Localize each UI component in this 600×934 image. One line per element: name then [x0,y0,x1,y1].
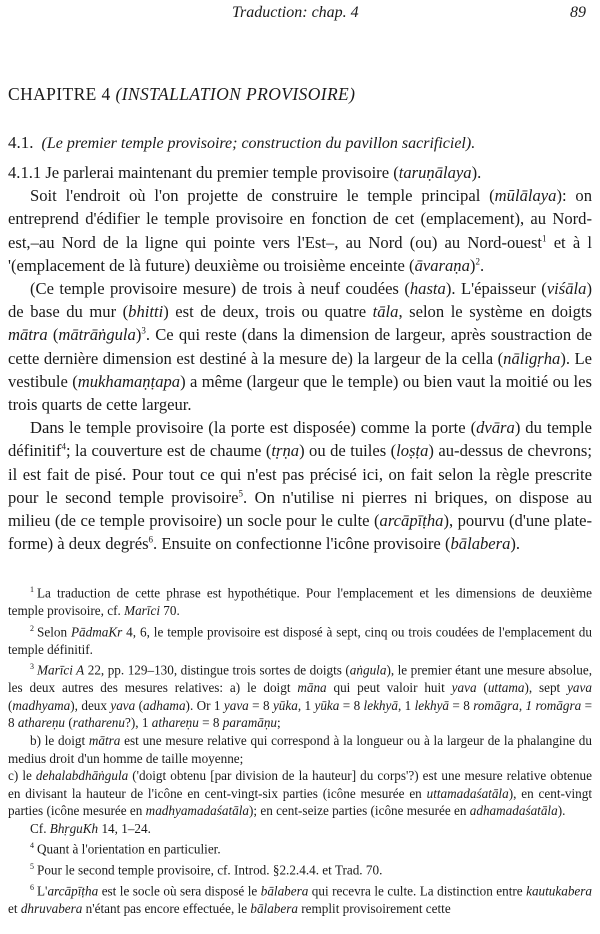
running-title: Traduction: chap. 4 [232,4,359,21]
text-run: Quant à l'orientation en particulier. [37,841,221,857]
text-run: Cf. [30,820,50,836]
text-run: ), en cent-vingt parties (icône mesurée en [8,785,592,819]
footnote-ref: 6 [148,534,154,545]
footnote-1 [8,581,592,620]
text-run: 22, pp. 129–130, distingue trois sortes de doigts ( [84,662,350,678]
footnote-mark: 2 [30,623,34,633]
sanskrit-term: 1 romāgra [525,697,582,713]
sanskrit-term: viśāla [546,279,587,299]
text-run: , selon le système en doigts [398,302,592,322]
sanskrit-term: dvāra [476,418,515,438]
text-run: ) est de deux, trois ou quatre [163,302,373,322]
section-title: (Le premier temple provisoire; construction du pavillon sacrificiel). [41,135,476,152]
text-run: remplit provisoirement cette [297,901,451,917]
text-run: , 1 [297,697,315,713]
running-head [0,4,600,26]
text-run: 14, 1–24. [98,820,151,836]
sanskrit-term: athareṇu [151,715,199,731]
sanskrit-term: mukhamaṇṭapa [77,371,181,391]
text-run: L' [37,883,48,899]
citation: Marīci A [37,662,85,678]
text-run: , 1 [397,697,415,713]
footnote-ref: 5 [238,488,244,499]
text-run: ) du temple définitif [8,418,592,461]
text-run: ). Or 1 [185,697,224,713]
text-run: ). [471,163,482,182]
sanskrit-term: tāla [372,302,399,322]
sanskrit-term: adhamadaśatāla [469,803,558,819]
text-run: n'étant pas encore effectuée, le [82,901,251,917]
paragraph-number: 4.1.1 [8,163,42,182]
footnote-6 [8,879,592,918]
footnote-4 [8,837,592,858]
sanskrit-term: yava [223,697,249,713]
sanskrit-term: arcāpīṭha [47,883,99,899]
sanskrit-term: kautukabera [526,883,593,899]
text-run: ), sept [524,680,568,696]
text-run: ) [135,325,142,345]
sanskrit-term: nāligṛha [503,348,561,368]
sanskrit-term: loṣṭa [396,441,429,461]
sanskrit-term: tṛṇa [271,441,300,461]
sanskrit-term: bālabera [260,883,309,899]
text-run: ( [476,680,488,696]
text-run: ('doigt obtenu [par division de la hauteur] du corps'?) est une mesure relative obtenue en divisant la hauteur de l'icône en cent-vingt-six parties (icône mesurée en [8,768,592,801]
sanskrit-term: bālabera [250,901,298,917]
sanskrit-term: romāgra [473,697,519,713]
sanskrit-term: aṅgula [349,662,387,678]
text-run: ): on entreprend d'édifier le temple provisoire en fonction de cet (emplacement), au Nord-est,–au Nord de la ligne qui pointe vers l'Est–, au Nord (ou) au Nord-ouest [8,186,592,252]
footnote-3c [8,767,592,820]
text-run: ( [47,325,59,345]
text-run: ). [510,534,521,554]
sanskrit-term: yava [110,697,136,713]
section-heading [8,133,593,153]
sanskrit-term: māna [297,680,327,696]
text-run: , [518,697,526,713]
text-run: ) ou de tuiles ( [299,441,397,461]
text-run: est le socle où sera disposé le [98,883,261,899]
text-run: Selon [37,623,71,639]
footnote-mark: 3 [30,662,34,672]
text-run: ); en cent-seize parties (icône mesurée en [248,803,470,819]
text-run: Soit l'endroit où l'on projette de construire le temple principal ( [30,186,495,206]
text-run: ), pourvu (d'une plate-forme) à deux degrés [8,511,592,554]
text-run: ). Le vestibule ( [8,348,593,391]
text-run: c) le [8,768,36,784]
footnotes [8,581,592,918]
sanskrit-term: yūka [272,697,298,713]
text-run: ) de base du mur ( [8,279,592,322]
chapter-label: CHAPITRE 4 [8,84,111,104]
text-run: ; [277,715,281,731]
sanskrit-term: dhruvabera [20,901,83,917]
sanskrit-term: arcāpīṭha [379,511,444,531]
text-run: est une mesure relative qui correspond à la longueur ou à la largeur de la phalangine du medius droit d'un homme de taille moyenne; [8,732,592,766]
text-run: et [8,901,21,917]
sanskrit-term: mātrāṅgula [58,325,136,345]
text-run: ) a même (largeur que le temple) ou bien vaut la moitié ou les trois quarts de cette largeur. [8,371,592,415]
sanskrit-term: yava [451,680,477,696]
text-run: = 8 [339,697,364,713]
text-run: ( [8,697,13,713]
text-run: Dans le temple provisoire (la porte est disposée) comme la porte ( [30,418,477,438]
citation: Marīci [124,602,160,618]
sanskrit-term: paramāṇu [222,715,278,731]
footnote-3 [8,658,592,732]
sanskrit-term: bhitti [128,302,164,322]
sanskrit-term: mātra [8,325,48,345]
sanskrit-term: yūka [314,697,340,713]
paragraph [8,184,592,277]
footnote-3b [8,732,592,767]
text-run: . Ensuite on confectionne l'icône provisoire ( [153,534,451,554]
sanskrit-term: ratharenu [72,715,125,731]
text-run: b) le doigt [30,732,89,748]
footnote-ref: 2 [475,256,480,267]
text-run: ). [557,803,566,819]
sanskrit-term: lekhyā [414,697,450,713]
sanskrit-term: taruṇālaya [398,163,472,182]
footnote-mark: 6 [30,883,34,893]
text-run: ), deux [70,697,111,713]
section-number: 4.1. [8,133,34,152]
text-run: ( [135,697,144,713]
footnote-3d [8,820,592,838]
text-run: Je parlerai maintenant du premier temple provisoire ( [41,163,399,182]
sanskrit-term: athareṇu [17,715,66,731]
text-run: et à l '(emplacement de là future) deuxième ou troisième enceinte ( [8,232,592,275]
text-run: qui recevra le culte. La distinction entre [308,883,527,899]
sanskrit-term: dehalabdhāṅgula [35,768,129,784]
text-run: = 8 [8,697,593,731]
text-run: ?), 1 [125,715,152,731]
text-run: ) [469,255,476,275]
sanskrit-term: uttama [487,680,525,696]
sanskrit-term: mātra [88,732,121,748]
paragraph [8,277,592,416]
footnote-ref: 4 [61,441,66,452]
text-run: 70. [160,602,180,618]
text-run: (Ce temple provisoire mesure) de trois à neuf coudées ( [30,279,410,299]
main-text [8,161,592,555]
text-run: 4, 6, le temple provisoire est disposé à sept, cinq ou trois coudées de l'emplacement du temple définitif. [8,623,592,657]
sanskrit-term: madhyamadaśatāla [145,803,249,819]
footnote-mark: 1 [30,585,34,594]
paragraph [8,416,592,555]
text-run: ), le premier étant une mesure absolue, les deux autres des mesures relatives: a) le doigt [8,662,592,696]
footnote-5 [8,858,592,879]
paragraph-4-1-1 [8,161,592,184]
footnote-2 [8,620,592,659]
sanskrit-term: āvaraṇa [414,255,470,275]
text-run: = 8 [198,715,223,731]
text-run: ) au-dessus de chevrons; il est fait de pisé. Pour tout ce qui n'est pas précisé ici, on fait selon la règle prescrite pour le second temple provisoire [8,441,592,507]
sanskrit-term: madhyama [12,697,71,713]
sanskrit-term: adhama [143,697,186,713]
sanskrit-term: yava [567,680,592,696]
text-run: ; la couverture est de chaume ( [65,441,272,461]
text-run: = 8 [248,697,273,713]
sanskrit-term: bālabera [450,534,511,554]
text-run: = 8 [449,697,474,713]
text-run: La traduction de cette phrase est hypothétique. Pour l'emplacement et les dimensions de deuxième temple provisoire, cf. [8,585,592,618]
text-run: . Ce qui reste (dans la dimension de largeur, après soustraction de cette dernière dimension est destiné à la mesure de) la largeur de la cella ( [8,325,592,368]
text-run: Pour le second temple provisoire, cf. Introd. §2.2.4.4. et Trad. 70. [37,862,383,878]
sanskrit-term: hasta [409,279,446,299]
text-run: qui peut valoir huit [326,680,452,696]
sanskrit-term: lekhyā [363,697,398,713]
footnote-mark: 4 [30,841,34,851]
text-run: . [479,255,485,275]
footnote-ref: 3 [141,325,146,336]
citation: PādmaKr [70,623,123,639]
chapter-subtitle: (INSTALLATION PROVISOIRE) [115,84,356,104]
page-number: 89 [570,4,586,21]
text-run: . On n'utilise ni pierres ni briques, on dispose au milieu (de ce temple provisoire) un socle pour le culte ( [8,487,592,531]
citation: BhṛguKh [49,820,99,836]
text-run: ). L'épaisseur ( [445,279,547,299]
sanskrit-term: uttamadaśatāla [426,785,509,801]
text-run: ( [65,715,73,731]
chapter-title [8,84,588,105]
sanskrit-term: mūlālaya [494,186,557,206]
footnote-mark: 5 [30,862,34,872]
footnote-ref: 1 [542,233,547,244]
